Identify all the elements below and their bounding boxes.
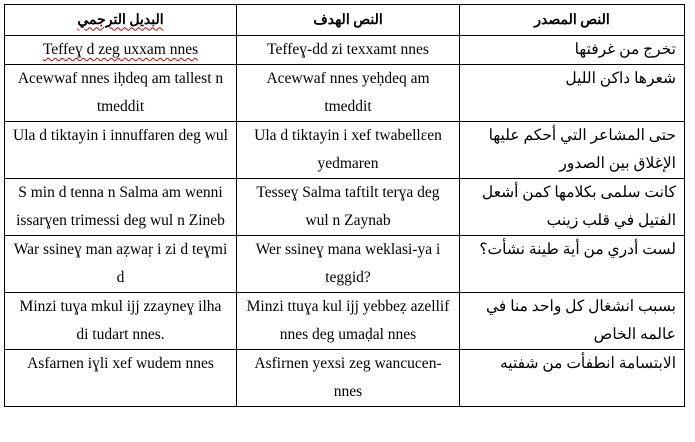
source-cell: بسبب انشغال كل واحد منا في عالمه الخاص (460, 293, 685, 350)
alternative-cell: Ula d tiktayin i innuffaren deg wul (5, 122, 237, 179)
target-cell: Asfirnen yexsi zeg wancucen-nnes (237, 350, 460, 407)
source-cell: تخرج من غرفتها (460, 36, 685, 65)
alternative-cell (5, 36, 237, 65)
target-cell: Wer ssineɣ mana weklasi-ya i teggid? (237, 236, 460, 293)
table-row (5, 236, 685, 293)
target-cell: Ula d tiktayin i xef twabellɛen yedmaren (237, 122, 460, 179)
source-cell: حتى المشاعر التي أحكم عليها الإغلاق بين الصدور (460, 122, 685, 179)
header-target: النص الهدف (237, 5, 460, 36)
source-cell: شعرها داكن الليل (460, 65, 685, 122)
source-cell: كانت سلمى بكلامها كمن أشعل الفتيل في قلب زينب (460, 179, 685, 236)
table-row (5, 350, 685, 407)
header-alternative-label: البديل الترجمي (77, 12, 164, 28)
table-row (5, 179, 685, 236)
alternative-cell: War ssineɣ man aẓwaṛ i zi d teɣmi d (5, 236, 237, 293)
table-row (5, 65, 685, 122)
alternative-cell: Minzi tuɣa mkul ijj zzayneɣ ilha di tudart nnes. (5, 293, 237, 350)
source-cell: لست أدري من أية طينة نشأت؟ (460, 236, 685, 293)
source-cell: الابتسامة انطفأت من شفتيه (460, 350, 685, 407)
header-row (5, 5, 685, 36)
target-cell: Tesseɣ Salma taftilt terɣa deg wul n Zaynab (237, 179, 460, 236)
header-alternative (5, 5, 237, 36)
header-source: النص المصدر (460, 5, 685, 36)
alternative-cell: S min d tenna n Salma am wenni issarɣen trimessi deg wul n Zineb (5, 179, 237, 236)
table-row (5, 36, 685, 65)
target-cell: Acewwaf nnes yeḥdeq am tmeddit (237, 65, 460, 122)
target-cell: Minzi ttuɣa kul ijj yebbeẓ azellif nnes deg umaḍal nnes (237, 293, 460, 350)
target-cell: Teffeɣ-dd zi texxamt nnes (237, 36, 460, 65)
table-header (5, 5, 685, 36)
table-row (5, 122, 685, 179)
translation-table (4, 4, 685, 407)
table-row (5, 293, 685, 350)
table-body (5, 36, 685, 407)
alternative-cell: Asfarnen iɣli xef wudem nnes (5, 350, 237, 407)
alternative-cell: Acewwaf nnes iḥdeq am tallest n tmeddit (5, 65, 237, 122)
alternative-text: Teffeɣ d zeg uxxam nnes (42, 41, 199, 58)
